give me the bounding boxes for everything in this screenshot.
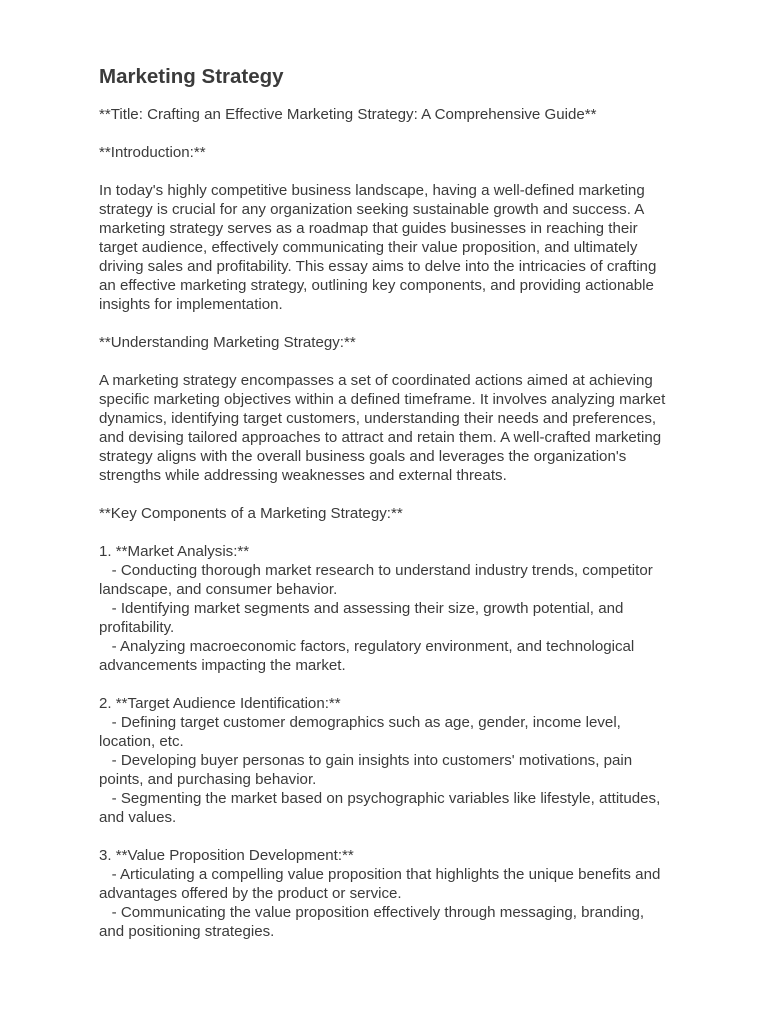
document-title: Marketing Strategy (99, 65, 284, 88)
document-body (99, 105, 673, 941)
understanding-paragraph: A marketing strategy encompasses a set of coordinated actions aimed at achieving specific marketing objectives within a defined timeframe. It involves analyzing market dynamics, identifying target customers, understanding their needs and preferences, and devising tailored approaches to attract and retain them. A well-crafted marketing strategy aligns with the overall business goals and leverages the organization's strengths while addressing weaknesses and external threats. (99, 372, 670, 484)
introduction-heading: **Introduction:** (99, 144, 206, 161)
introduction-paragraph: In today's highly competitive business landscape, having a well-defined marketing strategy is crucial for any organization seeking sustainable growth and success. A marketing strategy serves as a roadmap that guides businesses in reaching their target audience, effectively communicating their value proposition, and ultimately driving sales and profitability. This essay aims to delve into the intricacies of crafting an effective marketing strategy, outlining key components, and providing actionable insights for implementation. (99, 182, 661, 313)
document-content (99, 62, 673, 960)
market-analysis-list-item: 1. **Market Analysis:** - Conducting thorough market research to understand industry trends, competitor landscape, and consumer behavior. - Identifying market segments and assessing their size, growth potential, and profitability. - Analyzing macroeconomic factors, regulatory environment, and technological advancements impacting the market. (99, 543, 653, 674)
target-audience-list-item: 2. **Target Audience Identification:** - Defining target customer demographics such as age, gender, income level, location, etc. - Developing buyer personas to gain insights into customers' motivations, pain points, and purchasing behavior. - Segmenting the market based on psychographic variables like lifestyle, attitudes, and values. (99, 695, 661, 826)
understanding-heading: **Understanding Marketing Strategy:** (99, 334, 356, 351)
key-components-heading: **Key Components of a Marketing Strategy:** (99, 505, 403, 522)
guide-title-paragraph: **Title: Crafting an Effective Marketing Strategy: A Comprehensive Guide** (99, 106, 597, 123)
value-proposition-list-item: 3. **Value Proposition Development:** - Articulating a compelling value proposition that highlights the unique benefits and advantages offered by the product or service. - Communicating the value proposition effectively through messaging, branding, and positioning strategies. (99, 847, 661, 940)
